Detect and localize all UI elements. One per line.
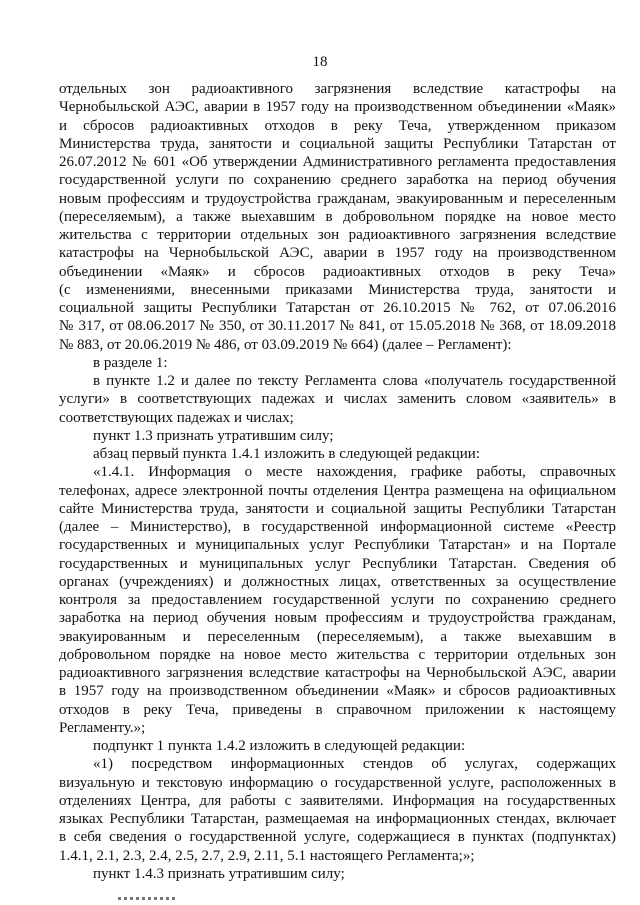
text-line: языках Республики Татарстан, размещаемая на информационных стендах, включает (59, 811, 616, 827)
text-line: № 883, от 20.06.2019 № 486, от 03.09.2019 № 664) (далее – Регламент): (59, 336, 512, 353)
text-line: отделениях Центра, для работы с заявителями. Информация на государственных (59, 792, 616, 809)
text-line: государственных и муниципальных услуг Республики Татарстан» и на Портале (59, 537, 616, 554)
text-line: социальной защиты Республики Татарстан от 26.10.2015 № 762, от 07.06.2016 (59, 300, 616, 316)
page-number: 18 (312, 54, 328, 70)
text-line: государственной услуги по сохранению среднего заработка на период обучения (59, 172, 616, 189)
text-line: визуальную и текстовую информацию о государственной услуге, расположенных в (59, 774, 616, 791)
text-line: добровольном порядке на новое место жительства с территории отдельных зон (59, 646, 616, 663)
text-line: объединении «Маяк» и сбросов радиоактивных отходов в реку Теча» (59, 263, 616, 280)
text-line: государственных и муниципальных услуг Республики Татарстан. Сведения об (59, 555, 616, 572)
text-line: «1) посредством информационных стендов об услугах, содержащих (93, 756, 616, 773)
text-line: эвакуированным и переселенным (переселяемым), а также выехавшим в (59, 628, 616, 645)
text-line: жительства с территории отдельных зон радиоактивного загрязнения вследствие (59, 227, 616, 243)
text-line: Министерства труда, занятости и социальной защиты Республики Татарстан от (59, 135, 616, 152)
document-body (59, 80, 616, 883)
text-line: № 317, от 08.06.2017 № 350, от 30.11.2017 № 841, от 15.05.2018 № 368, от 18.09.2018 (59, 318, 616, 335)
text-line: услуги» в соответствующих падежах и числах заменить словом «заявитель» в (59, 391, 616, 408)
scan-artifact (118, 897, 178, 900)
text-line: в 1957 году на производственном объединении «Маяк» и сбросов радиоактивных (59, 683, 616, 700)
text-line: Чернобыльской АЭС, аварии в 1957 году на производственном объединении «Маяк» (59, 99, 616, 116)
text-line: 1.4.1, 2.1, 2.3, 2.4, 2.5, 2.7, 2.9, 2.11, 5.1 настоящего Регламента;»; (59, 847, 475, 864)
text-line: отходов в реку Теча, приведены в справочном приложении к настоящему (59, 701, 616, 718)
text-line: соответствующих падежах и числах; (59, 409, 294, 426)
text-line: (с изменениями, внесенными приказами Министерства труда, занятости и (59, 281, 616, 298)
text-line: Регламенту.»; (59, 719, 146, 736)
text-line: в пункте 1.2 и далее по тексту Регламента слова «получатель государственной (93, 373, 616, 389)
text-line: «1.4.1. Информация о месте нахождения, графике работы, справочных (93, 464, 616, 481)
text-line: органах (учреждениях) и должностных лицах, ответственных за осуществление (59, 573, 616, 590)
text-line: и сбросов радиоактивных отходов в реку Теча, утвержденном приказом (59, 117, 616, 134)
text-line: отдельных зон радиоактивного загрязнения вследствие катастрофы на (59, 81, 616, 97)
text-line: новым профессиям и трудоустройства гражданам, эвакуированным и переселенным (59, 190, 616, 207)
text-line: телефонах, адресе электронной почты отделения Центра размещена на официальном (59, 482, 616, 499)
text-line: (далее – Министерство), в государственной информационной системе «Реестр (59, 519, 616, 535)
text-line: контроля за предоставлением государственной услуги по сохранению среднего (59, 592, 616, 608)
text-line: в разделе 1: (93, 354, 168, 371)
text-line: сайте Министерства труда, занятости и социальной защиты Республики Татарстан (59, 500, 616, 517)
text-line: катастрофы на Чернобыльской АЭС, аварии в 1957 году на производственном (59, 245, 616, 262)
text-line: в себя сведения о государственной услуге, содержащиеся в пунктах (подпунктах) (59, 829, 616, 846)
text-line: радиоактивного загрязнения вследствие катастрофы на Чернобыльской АЭС, аварии (59, 665, 616, 681)
text-line: (переселяемым), а также выехавшим в добровольном порядке на новое место (59, 208, 616, 225)
text-line: заработка на период обучения новым профессиям и трудоустройства гражданам, (59, 610, 616, 627)
text-line: подпункт 1 пункта 1.4.2 изложить в следующей редакции: (93, 738, 466, 754)
text-line: абзац первый пункта 1.4.1 изложить в следующей редакции: (93, 446, 480, 462)
text-line: пункт 1.3 признать утратившим силу; (93, 427, 334, 444)
text-line: пункт 1.4.3 признать утратившим силу; (93, 865, 345, 882)
text-line: 26.07.2012 № 601 «Об утверждении Административного регламента предоставления (59, 154, 616, 170)
